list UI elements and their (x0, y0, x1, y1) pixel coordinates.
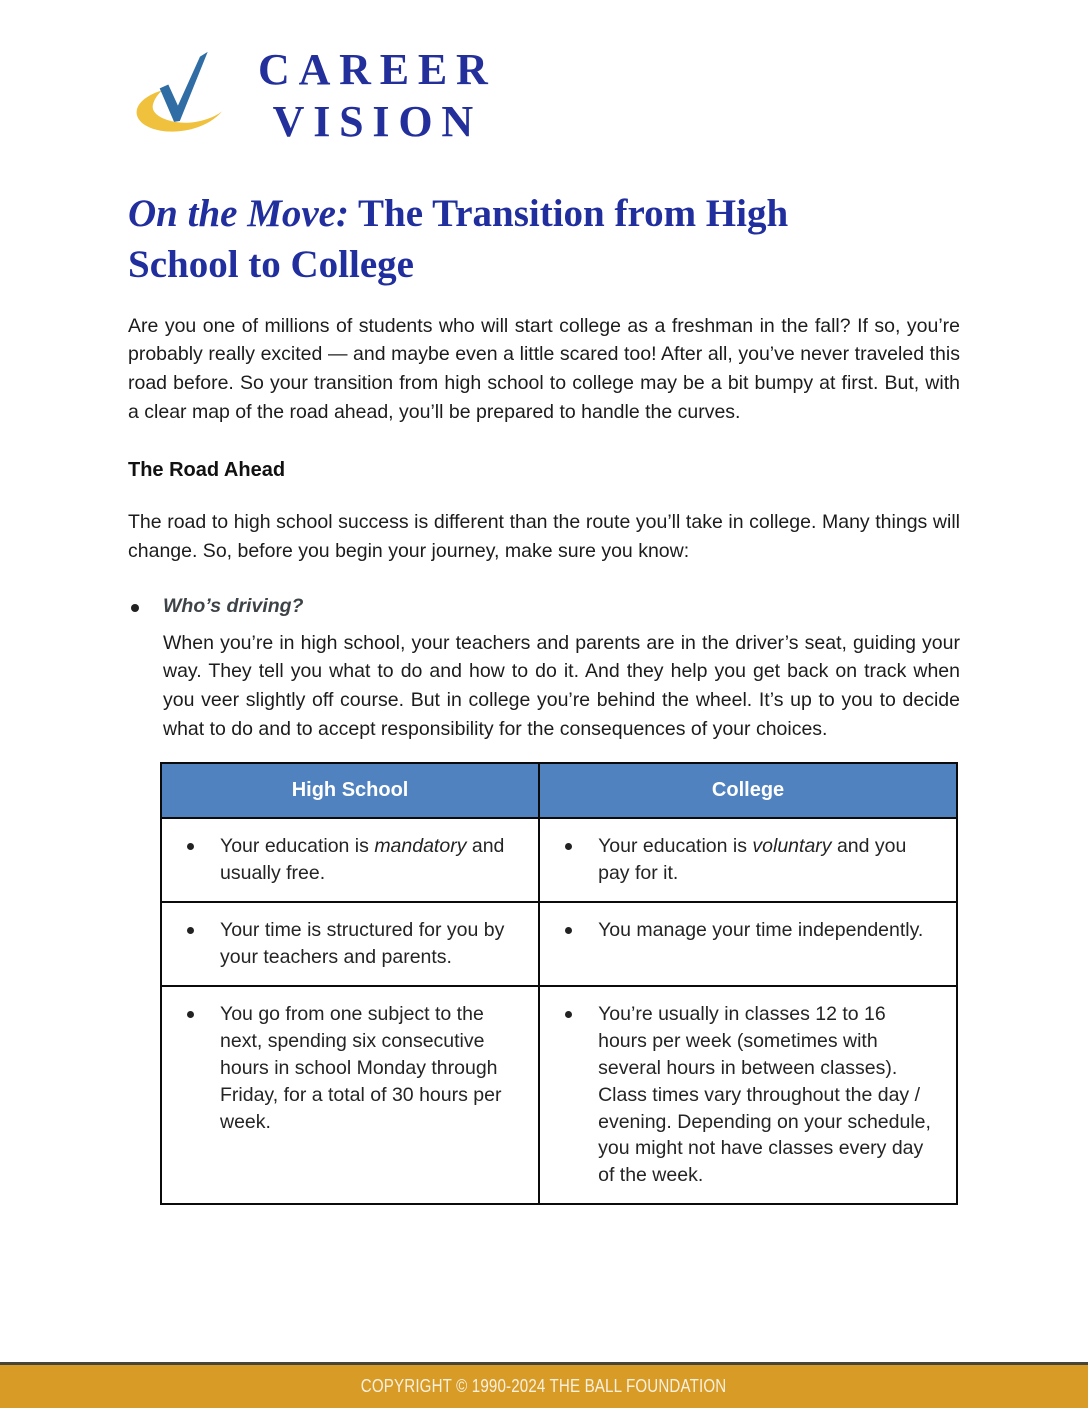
cell-hs-education (162, 819, 538, 901)
table-row (161, 902, 957, 986)
cell-college-time (540, 903, 956, 958)
table-row (161, 818, 957, 902)
bullet-dot-icon (565, 1011, 572, 1018)
bullet-dot-icon (565, 843, 572, 850)
page-title (128, 188, 960, 291)
cell-text: You’re usually in classes 12 to 16 hours per week (sometimes with several hours in between classes). Class times vary throughout the day / evening. Depending on your schedule, you might not have classes every day of the week. (598, 1002, 931, 1187)
logo-wordmark (258, 44, 497, 148)
check-shape (160, 52, 208, 122)
cell-college-education (540, 819, 956, 901)
cell-text: and you pay for it. (598, 835, 907, 885)
cell-text: Your time is structured for you by your teachers and parents. (220, 919, 505, 969)
bullet-dot-icon (131, 604, 139, 612)
cell-text: Your education is (598, 835, 753, 858)
title-italic-part: On the Move: (128, 191, 349, 235)
bullet-dot-icon (565, 927, 572, 934)
table-header-row (161, 763, 957, 818)
cell-hs-time (162, 903, 538, 985)
page-content (128, 0, 960, 1205)
bullet-dot-icon (187, 843, 194, 850)
logo-line-vision: VISION (272, 96, 482, 146)
checkmark-swoosh-icon (128, 45, 224, 147)
cell-text: Your education is (220, 835, 375, 858)
bullet-dot-icon (187, 1011, 194, 1018)
logo-line-career: CAREER (258, 45, 497, 94)
cell-text-italic: mandatory (374, 835, 467, 858)
whos-driving-label: Who’s driving? (163, 594, 304, 617)
bullet-dot-icon (187, 927, 194, 934)
title-line2: School to College (128, 243, 414, 287)
cell-text: and usually free. (220, 835, 505, 885)
header-high-school: High School (161, 763, 539, 818)
cell-hs-schedule (162, 987, 538, 1150)
title-rest-line1: The Transition from High (348, 191, 789, 235)
whos-driving-bullet (128, 595, 960, 618)
copyright-footer (0, 1362, 1088, 1408)
cell-text: You manage your time independently. (598, 919, 924, 942)
cell-college-schedule (540, 987, 956, 1203)
table-row (161, 986, 957, 1204)
road-ahead-paragraph: The road to high school success is different than the route you’ll take in college. Many things will change. So, before you begin your journey, make sure you know: (128, 511, 960, 563)
copyright-text: COPYRIGHT © 1990-2024 THE BALL FOUNDATION (361, 1376, 727, 1396)
whos-driving-paragraph: When you’re in high school, your teachers and parents are in the driver’s seat, guiding your way. They tell you what to do and how to do it. And they help you get back on track when you veer slightly off course. But in college you’re behind the wheel. It’s up to you to decide what to do and to accept responsibility for the consequences of your choices. (163, 631, 960, 740)
high-school-vs-college-table (160, 762, 958, 1205)
header-college: College (539, 763, 957, 818)
career-vision-logo (128, 44, 960, 148)
cell-text-italic: voluntary (752, 835, 832, 858)
cell-text: You go from one subject to the next, spending six consecutive hours in school Monday through Friday, for a total of 30 hours per week. (220, 1002, 502, 1133)
intro-paragraph: Are you one of millions of students who will start college as a freshman in the fall? If so, you’re probably really excited — and maybe even a little scared too! After all, you’ve never traveled this road before. So your transition from high school to college may be a bit bumpy at first. But, with a clear map of the road ahead, you’ll be prepared to handle the curves. (128, 314, 960, 423)
road-ahead-heading: The Road Ahead (128, 459, 286, 482)
